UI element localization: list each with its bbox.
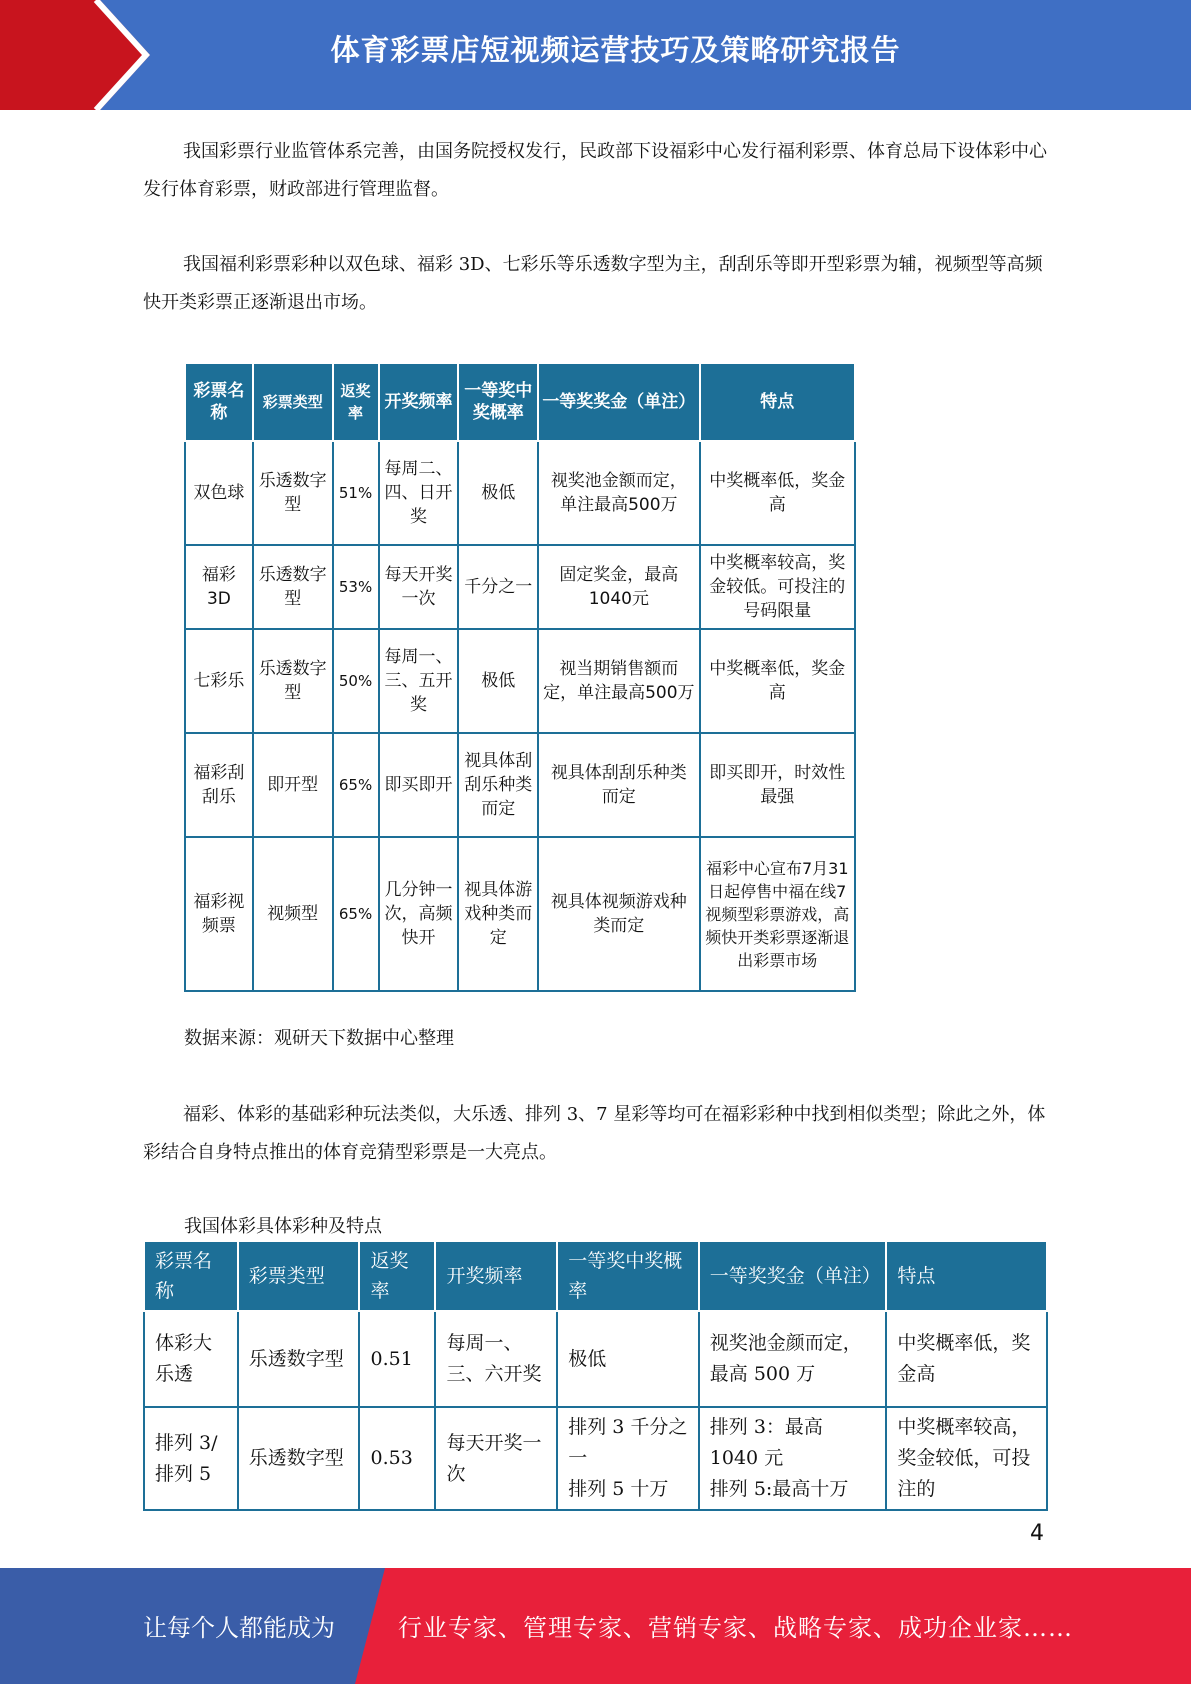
table-cell: 福彩3D [185, 545, 253, 629]
table1-header-cell: 特点 [700, 363, 855, 441]
page-footer [0, 1568, 1191, 1684]
table-cell: 极低 [557, 1311, 699, 1407]
table2-header-cell: 一等奖奖金（单注） [699, 1241, 887, 1311]
table-row [185, 441, 855, 545]
table-row [144, 1311, 1047, 1407]
table-cell: 视具体视频游戏种类而定 [538, 837, 699, 991]
table2-header-cell: 特点 [886, 1241, 1047, 1311]
table2-header-cell: 彩票名称 [144, 1241, 238, 1311]
table2-header-cell: 一等奖中奖概率 [557, 1241, 699, 1311]
data-source-note: 数据来源：观研天下数据中心整理 [184, 1028, 454, 1049]
table-cell: 排列 3：最高 1040 元 排列 5:最高十万 [699, 1407, 887, 1510]
table2-header-cell: 开奖频率 [435, 1241, 557, 1311]
table-row [185, 837, 855, 991]
table-cell: 即开型 [253, 733, 333, 837]
table-cell: 中奖概率低，奖金高 [700, 441, 855, 545]
table-cell: 53% [333, 545, 379, 629]
table-cell: 中奖概率低，奖金高 [886, 1311, 1047, 1407]
table1-header-cell: 一等奖中奖概率 [458, 363, 538, 441]
table-cell: 0.53 [359, 1407, 435, 1510]
welfare-lottery-table [184, 362, 856, 992]
table1-header-row [185, 363, 855, 441]
table-cell: 即买即开，时效性最强 [700, 733, 855, 837]
table-cell: 每周二、四、日开奖 [379, 441, 459, 545]
table-cell: 视频型 [253, 837, 333, 991]
sports-lottery-table [143, 1240, 1048, 1511]
table1-header-cell: 彩票名称 [185, 363, 253, 441]
table-cell: 视奖池金颜而定，最高 500 万 [699, 1311, 887, 1407]
table-cell: 51% [333, 441, 379, 545]
table-cell: 每天开奖一次 [435, 1407, 557, 1510]
table-cell: 视奖池金额而定，单注最高500万 [538, 441, 699, 545]
table-cell: 固定奖金，最高1040元 [538, 545, 699, 629]
table-cell: 福彩中心宣布7月31日起停售中福在线7视频型彩票游戏，高频快开类彩票逐渐退出彩票市场 [700, 837, 855, 991]
table-row [185, 629, 855, 733]
table-cell: 中奖概率较高，奖金较低。可投注的号码限量 [700, 545, 855, 629]
report-title: 体育彩票店短视频运营技巧及策略研究报告 [330, 33, 901, 67]
table2-header-cell: 彩票类型 [238, 1241, 360, 1311]
table2-header-cell: 返奖率 [359, 1241, 435, 1311]
table-cell: 每周一、三、六开奖 [435, 1311, 557, 1407]
table-cell: 0.51 [359, 1311, 435, 1407]
table-cell: 乐透数字型 [253, 629, 333, 733]
table-cell: 乐透数字型 [253, 545, 333, 629]
table-cell: 每周一、三、五开奖 [379, 629, 459, 733]
table-cell: 每天开奖一次 [379, 545, 459, 629]
table-cell: 乐透数字型 [238, 1311, 360, 1407]
table-cell: 视当期销售额而定，单注最高500万 [538, 629, 699, 733]
table-cell: 50% [333, 629, 379, 733]
table-cell: 中奖概率较高，奖金较低，可投注的 [886, 1407, 1047, 1510]
table-cell: 乐透数字型 [253, 441, 333, 545]
table-cell: 65% [333, 733, 379, 837]
table-cell: 排列 3/排列 5 [144, 1407, 238, 1510]
table-row [185, 545, 855, 629]
footer-roles: 行业专家、管理专家、营销专家、战略专家、成功企业家…… [398, 1614, 1073, 1642]
table-cell: 中奖概率低，奖金高 [700, 629, 855, 733]
table-cell: 乐透数字型 [238, 1407, 360, 1510]
table2-header-row [144, 1241, 1047, 1311]
footer-slogan: 让每个人都能成为 [143, 1614, 335, 1642]
table-cell: 即买即开 [379, 733, 459, 837]
table-cell: 七彩乐 [185, 629, 253, 733]
table2-caption: 我国体彩具体彩种及特点 [184, 1216, 382, 1237]
table1-header-cell: 返奖率 [333, 363, 379, 441]
table-cell: 极低 [458, 629, 538, 733]
table-cell: 极低 [458, 441, 538, 545]
table-cell: 几分钟一次，高频快开 [379, 837, 459, 991]
table-cell: 福彩刮刮乐 [185, 733, 253, 837]
table-cell: 视具体游戏种类而定 [458, 837, 538, 991]
page-header [0, 0, 1191, 110]
table-cell: 千分之一 [458, 545, 538, 629]
table-cell: 排列 3 千分之一 排列 5 十万 [557, 1407, 699, 1510]
table-cell: 65% [333, 837, 379, 991]
table-cell: 双色球 [185, 441, 253, 545]
paragraph-3: 福彩、体彩的基础彩种玩法类似，大乐透、排列 3、7 星彩等均可在福彩彩种中找到相似类型；除此之外，体彩结合自身特点推出的体育竞猜型彩票是一大亮点。 [143, 1104, 1046, 1163]
table-cell: 福彩视频票 [185, 837, 253, 991]
paragraph-2: 我国福利彩票彩种以双色球、福彩 3D、七彩乐等乐透数字型为主，刮刮乐等即开型彩票为辅，视频型等高频快开类彩票正逐渐退出市场。 [143, 254, 1043, 313]
paragraph-1: 我国彩票行业监管体系完善，由国务院授权发行，民政部下设福彩中心发行福利彩票、体育总局下设体彩中心发行体育彩票，财政部进行管理监督。 [143, 141, 1047, 200]
table-cell: 视具体刮刮乐种类而定 [458, 733, 538, 837]
table-row [185, 733, 855, 837]
table-cell: 体彩大乐透 [144, 1311, 238, 1407]
table1-header-cell: 彩票类型 [253, 363, 333, 441]
table1-header-cell: 开奖频率 [379, 363, 459, 441]
table1-header-cell: 一等奖奖金（单注） [538, 363, 699, 441]
table-cell: 视具体刮刮乐种类而定 [538, 733, 699, 837]
table-row [144, 1407, 1047, 1510]
page-number: 4 [1030, 1521, 1044, 1546]
